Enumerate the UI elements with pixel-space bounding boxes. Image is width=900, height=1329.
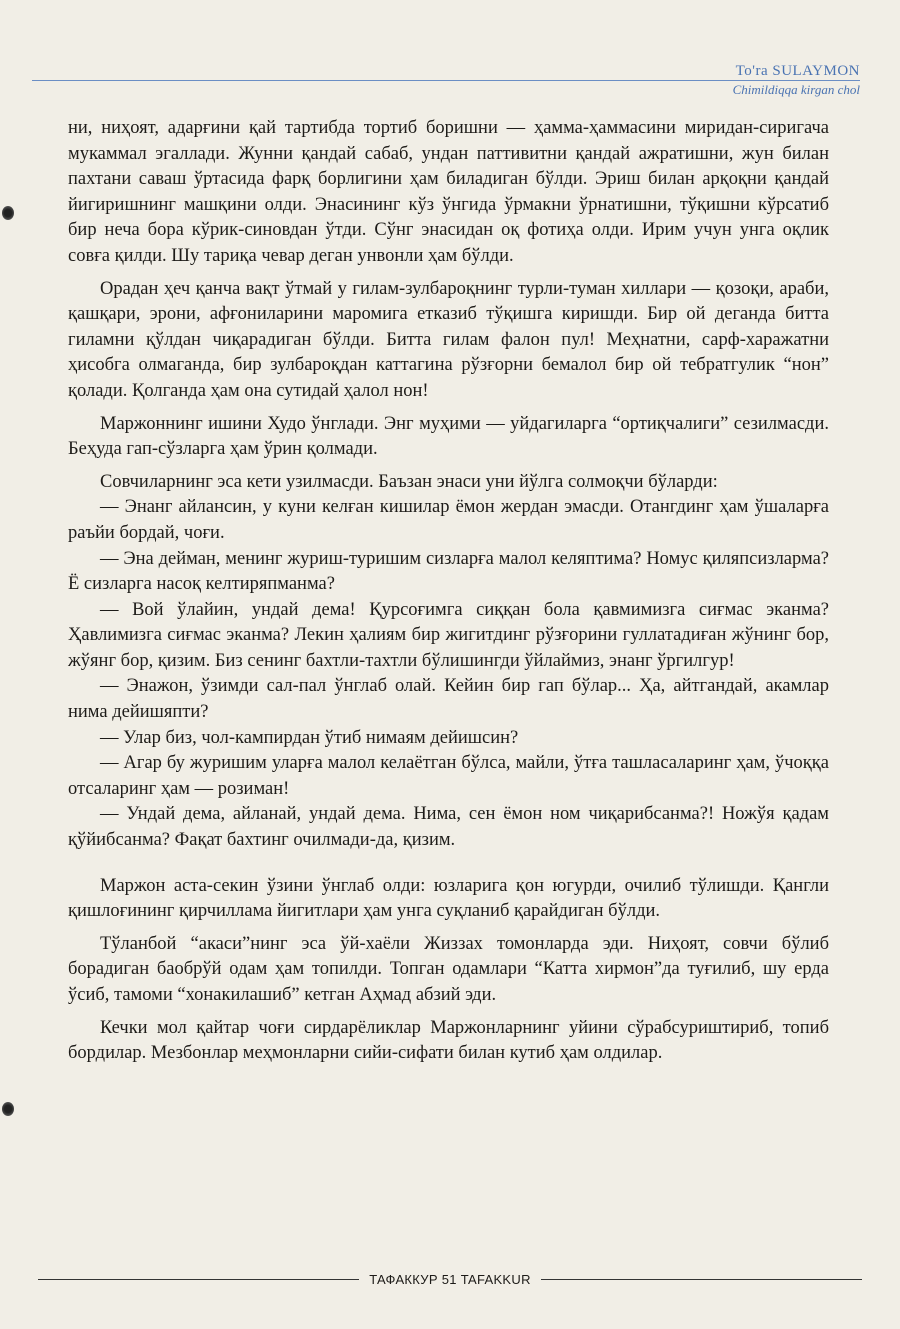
paragraph: — Улар биз, чол-кампирдан ўтиб нимаям дейишсин? (100, 727, 519, 748)
paragraph: Совчиларнинг эса кети узилмасди. Баъзан энаси уни йўлга солмоқчи бўларди: (100, 471, 718, 492)
punch-hole-icon (2, 1102, 14, 1116)
paragraph: Маржоннинг ишини Худо ўнглади. Энг муҳими — уйдагиларга “ортиқчалиги” сезилмасди. Беҳуда гап-сўзларга ҳам ўрин қолмади. (68, 413, 829, 460)
paragraph: — Ундай дема, айланай, ундай дема. Нима, сен ёмон ном чиқарибсанма?! Ножўя қадам қўйибсанма? Фақат бахтинг очилмади-да, қизим. (68, 804, 829, 851)
body-text (68, 116, 829, 1067)
paragraph: — Эна дейман, менинг журиш-туришим сизларға малол келяптима? Номус қиляпсизларма? Ё сизларга насоқ келтиряпманма? (68, 548, 829, 595)
paragraph: Тўланбой “акаси”нинг эса ўй-хаёли Жиззах томонларда эди. Ниҳоят, совчи бўлиб борадиган баобрўй одам ҳам топилди. Топган одамлари “Катта хирмон”да туғилиб, шу ерда ўсиб, тамоми “хонакилашиб” кетган Аҳмад абзий эди. (68, 933, 829, 1005)
header-subtitle: Chimildiqqa kirgan chol (732, 82, 860, 97)
paragraph: — Агар бу журишим уларға малол келаётган бўлса, майли, ўтға ташласаларинг ҳам, ўчоққа отсаларинг ҳам — розиман! (68, 753, 829, 799)
paragraph: Кечки мол қайтар чоғи сирдарёликлар Маржонларнинг уйини сўрабсуриштириб, топиб бордилар. Мезбонлар меҳмонларни сийи-сифати билан кутиб ҳам олдилар. (68, 1017, 829, 1064)
paragraph: — Вой ўлайин, ундай дема! Қурсоғимга сиққан бола қавмимизга сиғмас эканма? Ҳавлимизга сиғмас эканма? Лекин ҳалиям бир жигитдинг рўзғорини гуллатадиған жўнинг бор, жўянг бор, қизим. Биз сенинг бахтли-тахтли бўлишингди ўйлаймиз, энанг ўргилгур! (68, 599, 829, 671)
page-footer (38, 1269, 862, 1289)
paragraph: ни, ниҳоят, адарғини қай тартибда тортиб боришни — ҳамма-ҳаммасини миридан-сиригача мукаммал эгаллади. Жунни қандай сабаб, ундан паттивитни қандай ажратишни, жун билан пахтани саваш ўртасида фарқ борлигини ҳам биладиган бўлди. Эриш билан арқоқни қандай йигиришнинг машқини олди. Энасининг кўз ўнгида ўрмакни ўрнатишни, тўқишни кўрсатиб бир неча бора кўрик-синовдан ўтди. Сўнг энасидан оқ фотиҳа олди. Ирим учун унга оқлик совға қилди. Шу тариқа чевар деган унвонли ҳам бўлди. (68, 118, 829, 266)
paragraph: — Энанг айлансин, у куни келған кишилар ёмон жердан эмасди. Отангдинг ҳам ўшаларға раъйи бордай, чоғи. (68, 497, 829, 543)
paragraph: Маржон аста-секин ўзини ўнглаб олди: юзларига қон югурди, очилиб тўлишди. Қангли қишлоғининг қирчиллама йигитлари ҳам унга суқланиб қарайдиган бўлди. (68, 875, 829, 922)
footer-rule-left (38, 1279, 359, 1280)
paragraph: — Энажон, ўзимди сал-пал ўнглаб олай. Кейин бир гап бўлар... Ҳа, айтгандай, акамлар нима дейишяпти? (68, 676, 829, 723)
paragraph: Орадан ҳеч қанча вақт ўтмай у гилам-зулбароқнинг турли-туман хиллари — қозоқи, араби, қашқари, эрони, афғониларини маромига етказиб тўқишга киришди. Бир ой деганда битта гиламни қўлдан чиқарадиган бўлди. Битта гилам фалон пул! Меҳнатни, сарф-харажатни ҳисобга олмаганда, бир зулбароқдан каттагина рўзғорни бемалол бир ой тебратгулик “нон” қолади. Қолганда ҳам она сутидай ҳалол нон! (68, 278, 829, 401)
header-author: To'ra SULAYMON (735, 63, 860, 79)
footer-rule-right (541, 1279, 862, 1280)
footer-label: ТАФАККУР 51 TAFAKKUR (369, 1271, 531, 1287)
header-rule (32, 80, 860, 81)
punch-hole-icon (2, 206, 14, 220)
